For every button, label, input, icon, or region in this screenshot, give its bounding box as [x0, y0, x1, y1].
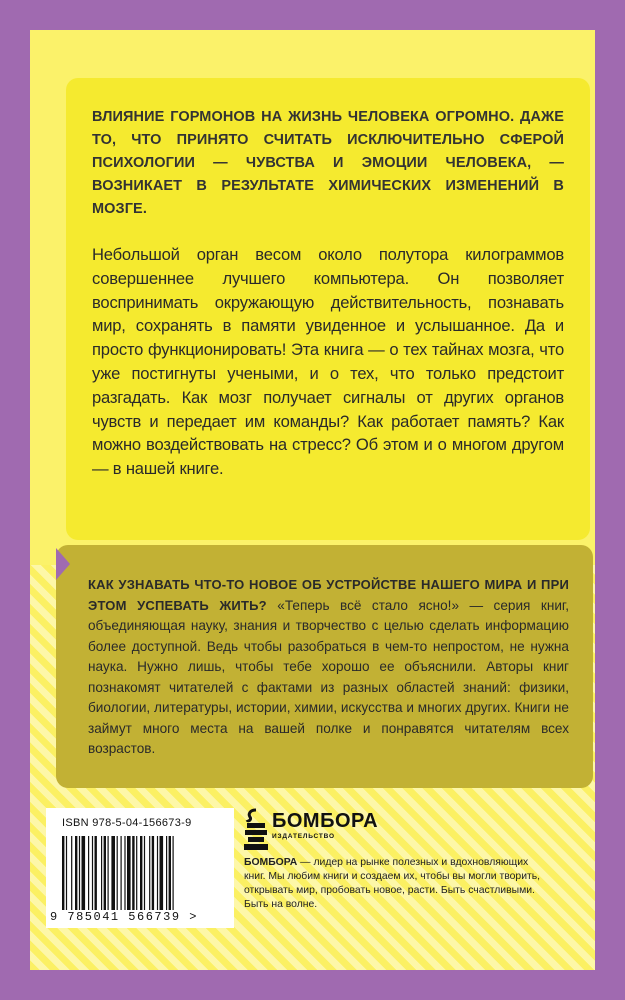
series-paragraph: [88, 575, 569, 760]
barcode-box: [46, 808, 234, 928]
publisher-logo-name: БОМБОРА: [272, 810, 379, 832]
publisher-logo-subtitle: ИЗДАТЕЛЬСТВО: [272, 833, 335, 840]
lead-paragraph: ВЛИЯНИЕ ГОРМОНОВ НА ЖИЗНЬ ЧЕЛОВЕКА ОГРОМНО. ДАЖЕ ТО, ЧТО ПРИНЯТО СЧИТАТЬ ИСКЛЮЧИТЕЛЬНО СФЕРОЙ ПСИХОЛОГИИ — ЧУВСТВА И ЭМОЦИИ ЧЕЛОВЕКА, — ВОЗНИКАЕТ В РЕЗУЛЬТАТЕ ХИМИЧЕСКИХ ИЗМЕНЕНИЙ В МОЗГЕ.: [92, 109, 564, 217]
publisher-description: [244, 856, 544, 912]
barcode-number: 9 785041 566739 >: [50, 910, 198, 924]
series-panel: [56, 545, 593, 788]
body-paragraph: Небольшой орган весом около полутора килограммов совершеннее лучшего компьютера. Он позволяет воспринимать окружающую действительность, познавать мир, сохранять в памяти увиденное и услышанное. Да и просто функционировать! Эта книга — о тех тайнах мозга, что уже постигнуты учеными, и о тех, что только предстоит разгадать. Как мозг получает сигналы от других органов чувств и передает им команды? Как работает память? Как можно воздействовать на стресс? Об этом и о многом другом — в нашей книге.: [92, 245, 564, 479]
publisher-name-inline: БОМБОРА: [244, 857, 298, 868]
isbn-label: ISBN 978-5-04-156673-9: [62, 817, 192, 829]
publisher-description-text: — лидер на рынке полезных и вдохновляющих книг. Мы любим книги и создаем их, чтобы вы могли творить, открывать мир, пробовать новое, расти. Быть счастливыми. Быть на волне.: [244, 857, 541, 910]
barcode-icon: [62, 836, 222, 910]
series-panel-notch: [56, 548, 70, 580]
description-panel: [66, 78, 590, 540]
bombora-logo-icon: [244, 808, 268, 852]
series-text: «Теперь всё стало ясно!» — серия книг, объединяющая науку, знания и творчество с целью сделать информацию более доступной. Ведь чтобы разобраться в чем-то непростом, не нужна наука. Нужно лишь, чтобы тебе хорошо ее объяснили. Авторы книг познакомят читателей с фактами из разных областей знаний: физики, биологии, литературы, истории, химии, искусства и многих других. Книги не займут много места на вашей полке и понравятся читателям всех возрастов.: [88, 597, 570, 756]
series-heading: КАК УЗНАВАТЬ ЧТО-ТО НОВОЕ ОБ УСТРОЙСТВЕ НАШЕГО МИРА И ПРИ ЭТОМ УСПЕВАТЬ ЖИТЬ?: [88, 577, 569, 613]
